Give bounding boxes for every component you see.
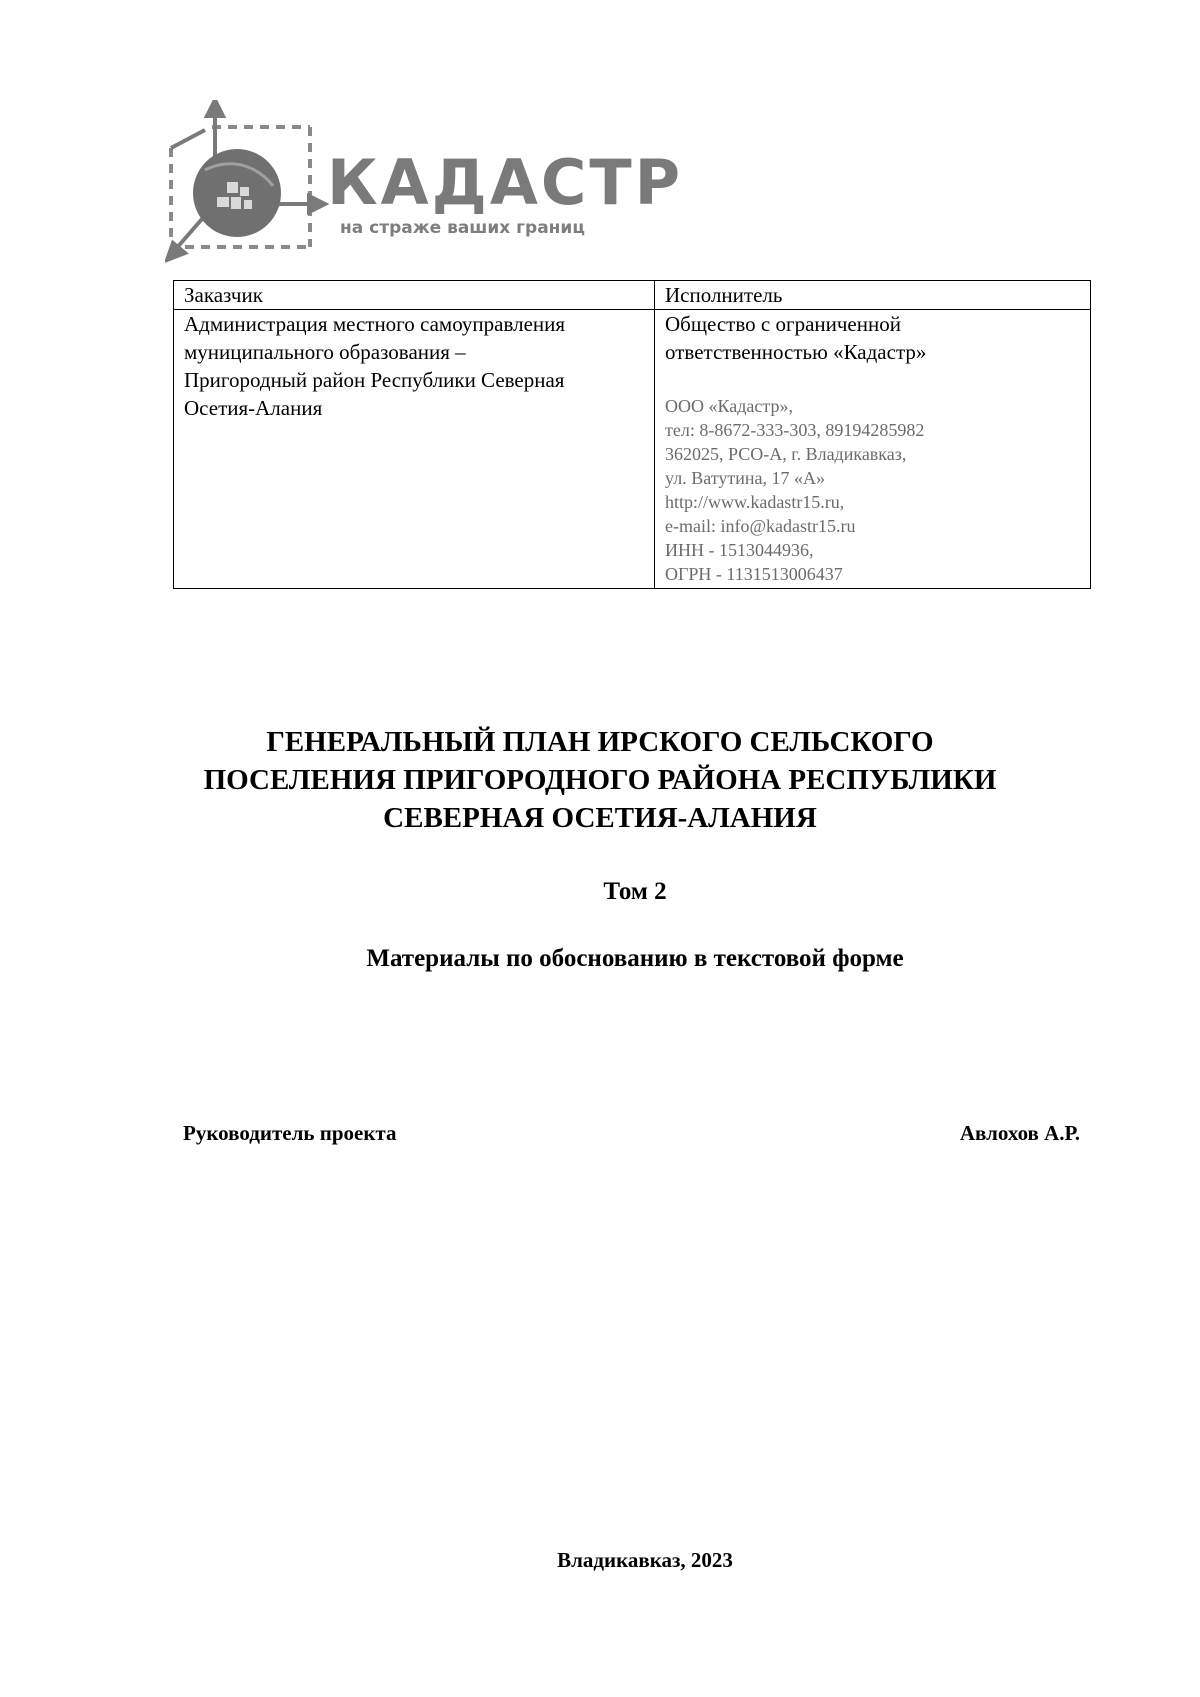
customer-line: Пригородный район Республики Северная [184,368,565,392]
document-subtitle: Материалы по обоснованию в текстовой форме [366,945,904,972]
place-and-year: Владикавказ, 2023 [557,1548,733,1572]
company-logo [165,100,684,265]
contractor-line: Общество с ограниченной [665,312,901,336]
contact-email: e-mail: info@kadastr15.ru [665,516,856,536]
parties-header-row [174,281,1091,310]
contact-company: ООО «Кадастр», [665,396,793,416]
customer-header: Заказчик [174,281,655,310]
contractor-line: ответственностью «Кадастр» [665,340,927,364]
contractor-contacts [665,394,1080,586]
project-lead-name: Авлохов А.Р. [959,1121,1080,1145]
customer-line: Осетия-Алания [184,396,323,420]
contact-ogrn: ОГРН - 1131513006437 [665,564,843,584]
title-line: СЕВЕРНАЯ ОСЕТИЯ-АЛАНИЯ [383,802,817,834]
title-line: ГЕНЕРАЛЬНЫЙ ПЛАН ИРСКОГО СЕЛЬСКОГО [266,726,934,758]
customer-line: муниципального образования – [184,340,466,364]
volume-number: Том 2 [603,878,667,905]
logo-slogan: на страже ваших границ [340,218,585,238]
document-title [120,723,1080,837]
title-line: ПОСЕЛЕНИЯ ПРИГОРОДНОГО РАЙОНА РЕСПУБЛИКИ [203,764,997,796]
customer-cell [174,310,655,589]
customer-line: Администрация местного самоуправления [184,312,566,336]
project-lead-label: Руководитель проекта [183,1121,397,1145]
contact-website: http://www.kadastr15.ru, [665,492,845,512]
contact-street: ул. Ватутина, 17 «А» [665,468,825,488]
contractor-cell [655,310,1091,589]
parties-body-row [174,310,1091,589]
contact-inn: ИНН - 1513044936, [665,540,814,560]
parties-table [173,280,1091,589]
contact-city: 362025, РСО-А, г. Владикавказ, [665,444,907,464]
contractor-header: Исполнитель [655,281,1091,310]
logo-wordmark: КАДАСТР [327,146,684,219]
contact-phone: тел: 8-8672-333-303, 89194285982 [665,420,925,440]
